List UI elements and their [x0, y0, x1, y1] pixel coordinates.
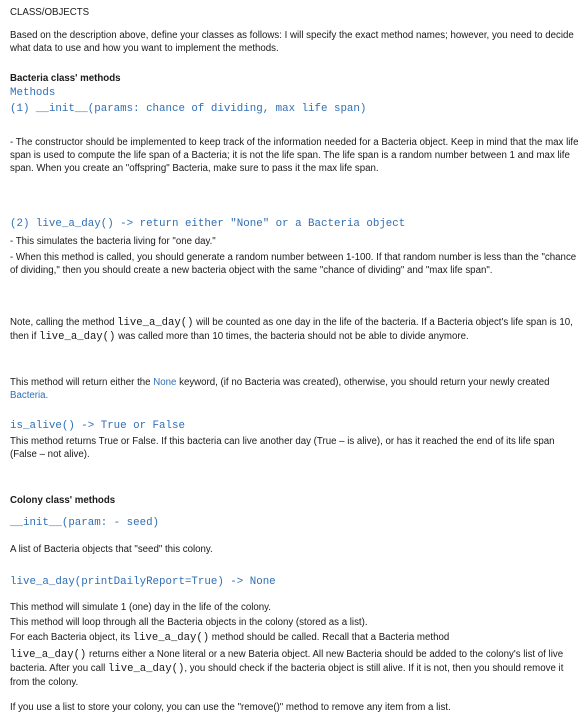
colony-init-signature: __init__(param: - seed)	[10, 517, 160, 529]
is-alive-description: This method returns True or False. If this bacteria can live another day (True – is alive), or has it reached the end of its life span (False – not alive).	[10, 436, 555, 461]
bacteria-init-signature: (1) __init__(params: chance of dividing, max life span)	[10, 103, 367, 115]
methods-label: Methods	[10, 87, 56, 99]
bacteria-init-description: - The constructor should be implemented to keep track of the information needed for a Bacteria object. Keep in mind that the max life span is used to compute the life span of a Bacteria; it is not the life span. The life span is a random number between 1 and max life span. When you create an "offspring" Bacteria, make sure to pass it the max life span.	[10, 137, 579, 175]
code-live-a-day: live_a_day()	[117, 317, 194, 329]
colony-line-3: For each Bacteria object, its live_a_day() method should be called. Recall that a Bacteria method	[10, 632, 450, 644]
code-live-a-day: live_a_day()	[39, 331, 116, 344]
code-live-a-day: live_a_day()	[132, 632, 210, 644]
note-paragraph: Note, calling the method live_a_day() will be counted as one day in the life of the bacteria. If a Bacteria object's life span is 10, then if live_a_day() was called more than 10 times, the bacteria should not be able to divide anymore.	[10, 317, 573, 344]
return-paragraph: This method will return either the None keyword, (if no Bacteria was created), otherwise, you should return your newly created Bacteria.	[10, 377, 550, 402]
none-keyword: None	[153, 377, 177, 388]
colony-live-signature: live_a_day(printDailyReport=True) -> None	[10, 576, 276, 588]
bacteria-heading: Bacteria class' methods	[10, 73, 121, 84]
colony-line-4: live_a_day() returns either a None literal or a new Bateria object. All new Bacteria should be added to the colony's list of live bacteria. After you call live_a_day(), you should check if the bacteria object is still alive. If it is not, then you should remove it from the colony.	[10, 649, 564, 689]
colony-heading: Colony class' methods	[10, 495, 116, 506]
bacteria-keyword: Bacteria.	[10, 390, 49, 402]
colony-line-2: This method will loop through all the Bacteria objects in the colony (stored as a list).	[10, 617, 368, 628]
bacteria-live-desc-2: - When this method is called, you should generate a random number between 1-100. If that random number is less than the "chance of dividing," then you should create a new bacteria object with the same "chance of dividing" and "max life span".	[10, 252, 577, 277]
bacteria-live-signature: (2) live_a_day() -> return either "None" or a Bacteria object	[10, 218, 406, 230]
bacteria-live-desc-1: - This simulates the bacteria living for "one day."	[10, 236, 216, 247]
code-live-a-day: live_a_day()	[10, 649, 87, 661]
intro-paragraph: Based on the description above, define your classes as follows: I will specify the exact method names; however, you need to decide what data to use and how you want to implement the methods.	[10, 30, 574, 55]
page-title: CLASS/OBJECTS	[10, 7, 90, 18]
colony-init-description: A list of Bacteria objects that "seed" this colony.	[10, 544, 213, 555]
colony-line-5: If you use a list to store your colony, you can use the "remove()" method to remove any item from a list.	[10, 702, 451, 713]
is-alive-signature: is_alive() -> True or False	[10, 420, 185, 432]
code-live-a-day: live_a_day()	[108, 663, 185, 676]
colony-line-1: This method will simulate 1 (one) day in the life of the colony.	[10, 602, 271, 613]
